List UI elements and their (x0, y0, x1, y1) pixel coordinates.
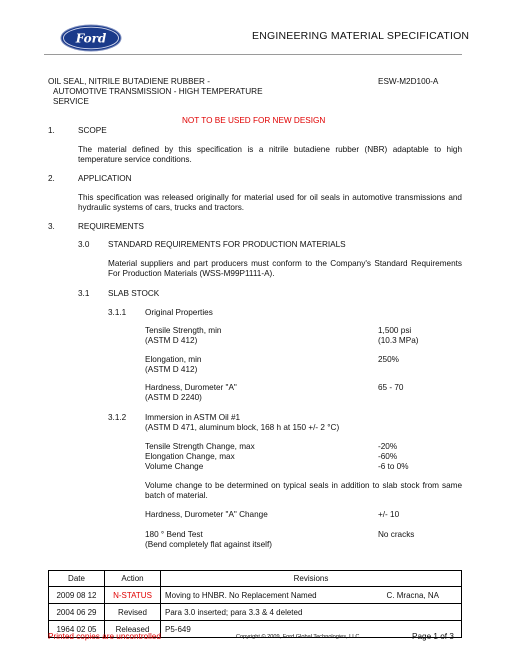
property-value: (10.3 MPa) (378, 336, 419, 345)
table-row (49, 604, 462, 621)
status-notice: NOT TO BE USED FOR NEW DESIGN (182, 116, 326, 125)
table-row (49, 587, 462, 604)
revision-text: Para 3.0 inserted; para 3.3 & 4 deleted (161, 604, 462, 621)
standard-requirements-text: Material suppliers and part producers must conform to the Company's Standard Requirements For Production Materials (WSS-M99P1111-A). (108, 259, 462, 278)
column-header-revisions: Revisions (161, 571, 462, 587)
ford-logo-text: Ford (75, 31, 107, 46)
application-text: This specification was released originally for material used for oil seals in automotive transmissions and hydraulic systems of cars, trucks and tractors. (78, 193, 462, 212)
property-label: Elongation Change, max (145, 452, 235, 461)
property-label: Tensile Strength Change, max (145, 442, 255, 451)
header-divider (44, 54, 462, 55)
property-label: Hardness, Durometer "A" (145, 383, 237, 392)
property-value: +/- 10 (378, 510, 400, 519)
subsection-heading-3-1-1: Original Properties (145, 308, 213, 317)
property-value: 250% (378, 355, 399, 364)
page-number: Page 1 of 3 (412, 632, 454, 641)
scope-text: The material defined by this specification is a nitrile butadiene rubber (NBR) adaptable to high temperature service conditions. (78, 145, 462, 164)
property-method: (ASTM D 2240) (145, 393, 202, 402)
revision-description: Moving to HNBR. No Replacement Named (165, 590, 317, 600)
column-header-action: Action (105, 571, 161, 587)
doc-name-line3: SERVICE (53, 97, 89, 106)
revision-action: Revised (105, 604, 161, 621)
revision-action: N-STATUS (105, 587, 161, 604)
property-method: (Bend completely flat against itself) (145, 540, 272, 549)
revision-author: C. Mracna, NA (386, 590, 439, 600)
section-number: 3. (48, 222, 55, 231)
copyright-notice: Copyright © 2009, Ford Global Technologies, LLC (236, 634, 360, 640)
section-number: 1. (48, 126, 55, 135)
subsection-number: 3.1.2 (108, 413, 127, 422)
subsection-number: 3.1 (78, 289, 90, 298)
property-label: Elongation, min (145, 355, 202, 364)
section-heading-application: APPLICATION (78, 174, 132, 183)
document-title: ENGINEERING MATERIAL SPECIFICATION (252, 30, 470, 42)
section-heading-scope: SCOPE (78, 126, 107, 135)
revision-date: 2009 08 12 (49, 587, 105, 604)
revision-date: 2004 06 29 (49, 604, 105, 621)
doc-name-line1: OIL SEAL, NITRILE BUTADIENE RUBBER - (48, 77, 210, 86)
column-header-date: Date (49, 571, 105, 587)
property-value: No cracks (378, 530, 415, 539)
property-value: -20% (378, 442, 398, 451)
volume-change-note: Volume change to be determined on typical seals in addition to slab stock from same batch of material. (145, 481, 462, 500)
property-value: -6 to 0% (378, 462, 409, 471)
revisions-table (48, 570, 462, 638)
doc-name-line2: AUTOMOTIVE TRANSMISSION - HIGH TEMPERATURE (53, 87, 263, 96)
section-number: 2. (48, 174, 55, 183)
property-label: Tensile Strength, min (145, 326, 222, 335)
table-header-row (49, 571, 462, 587)
ford-logo (60, 24, 122, 52)
revision-text: P5-649 (161, 621, 462, 638)
property-method: (ASTM D 412) (145, 336, 198, 345)
property-value: 1,500 psi (378, 326, 412, 335)
subsection-heading-3-1-2: Immersion in ASTM Oil #1 (145, 413, 241, 422)
immersion-method: (ASTM D 471, aluminum block, 168 h at 150 +/- 2 °C) (145, 423, 340, 432)
property-label: Volume Change (145, 462, 204, 471)
subsection-heading-3-0: STANDARD REQUIREMENTS FOR PRODUCTION MATERIALS (108, 240, 346, 249)
property-label: 180 ° Bend Test (145, 530, 203, 539)
revision-date: 1964 02 05 (49, 621, 105, 638)
property-label: Hardness, Durometer "A" Change (145, 510, 268, 519)
subsection-number: 3.0 (78, 240, 90, 249)
subsection-number: 3.1.1 (108, 308, 127, 317)
property-value: 65 - 70 (378, 383, 404, 392)
doc-number: ESW-M2D100-A (378, 77, 439, 86)
section-heading-requirements: REQUIREMENTS (78, 222, 144, 231)
revision-text (161, 587, 462, 604)
property-value: -60% (378, 452, 398, 461)
revision-action: Released (105, 621, 161, 638)
subsection-heading-3-1: SLAB STOCK (108, 289, 160, 298)
property-method: (ASTM D 412) (145, 365, 198, 374)
printed-copies-notice: Printed copies are uncontrolled (48, 632, 161, 641)
